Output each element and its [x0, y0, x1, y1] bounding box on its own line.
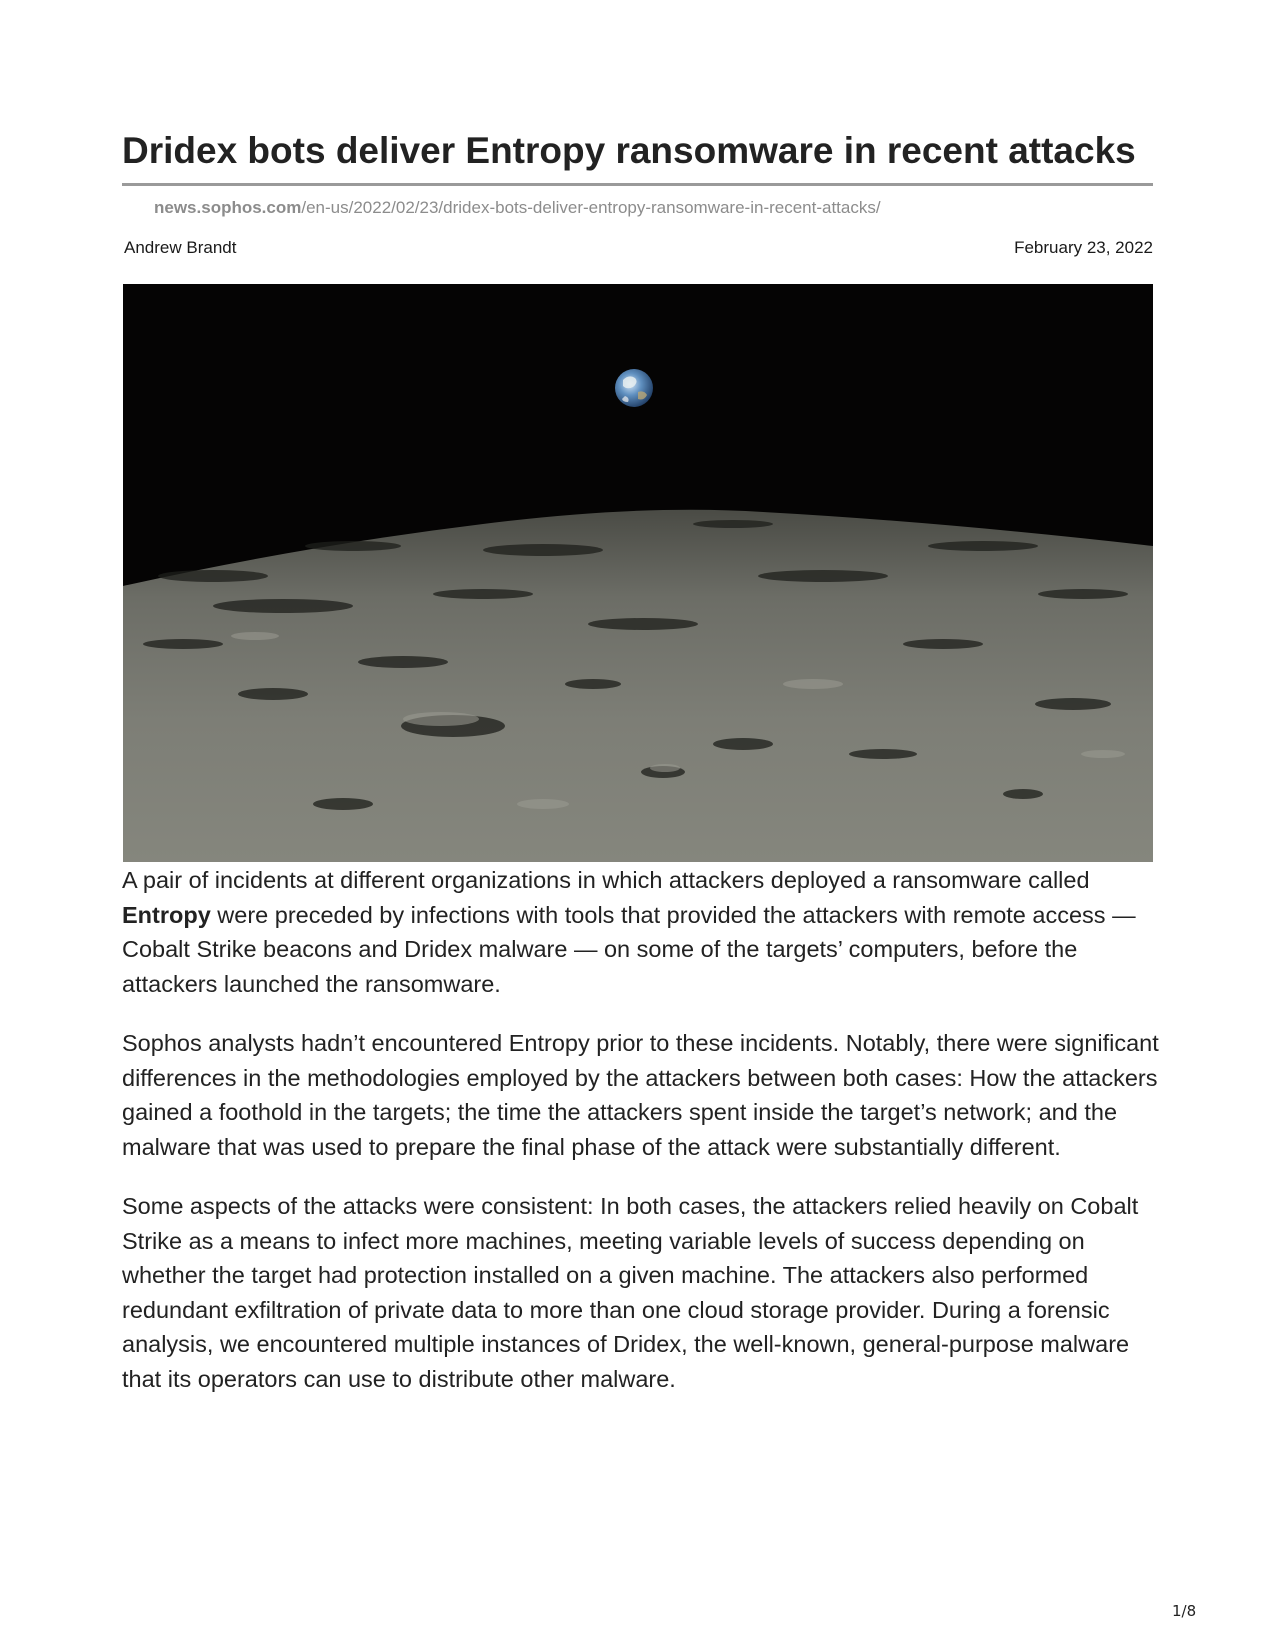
- article-title: Dridex bots deliver Entropy ransomware in recent attacks: [122, 130, 1136, 171]
- publish-date: February 23, 2022: [1014, 238, 1153, 257]
- lunar-surface: [123, 510, 1153, 862]
- source-url[interactable]: [154, 197, 881, 219]
- paragraph: [122, 863, 1162, 1001]
- page-number: 1/8: [1172, 1602, 1197, 1620]
- paragraph-text: were preceded by infections with tools that provided the attackers with remote access — Cobalt Strike beacons and Dridex malware — on some of the targets’ computers, before the attackers launched the ransomware.: [122, 901, 1136, 997]
- entropy-keyword: Entropy: [122, 901, 211, 928]
- byline: [122, 237, 1153, 259]
- paragraph: Sophos analysts hadn’t encountered Entropy prior to these incidents. Notably, there were significant differences in the methodologies employed by the attackers between both cases: How the attackers gained a foothold in the targets; the time the attackers spent inside the target’s network; and the malware that was used to prepare the final phase of the attack were substantially different.: [122, 1030, 1159, 1160]
- hero-image: [123, 284, 1153, 862]
- title-divider: [122, 183, 1153, 186]
- source-path: /en-us/2022/02/23/dridex-bots-deliver-entropy-ransomware-in-recent-attacks/: [301, 198, 881, 217]
- author-name: Andrew Brandt: [124, 238, 237, 257]
- article-body: [122, 863, 1162, 1421]
- paragraph: Some aspects of the attacks were consistent: In both cases, the attackers relied heavily on Cobalt Strike as a means to infect more machines, meeting variable levels of success depending on whether the target had protection installed on a given machine. The attackers also performed redundant exfiltration of private data to more than one cloud storage provider. During a forensic analysis, we encountered multiple instances of Dridex, the well-known, general-purpose malware that its operators can use to distribute other malware.: [122, 1193, 1139, 1392]
- paragraph-text: A pair of incidents at different organizations in which attackers deployed a ransomware called: [122, 867, 1090, 893]
- source-domain: news.sophos.com: [154, 198, 302, 217]
- earth-icon: [615, 369, 653, 407]
